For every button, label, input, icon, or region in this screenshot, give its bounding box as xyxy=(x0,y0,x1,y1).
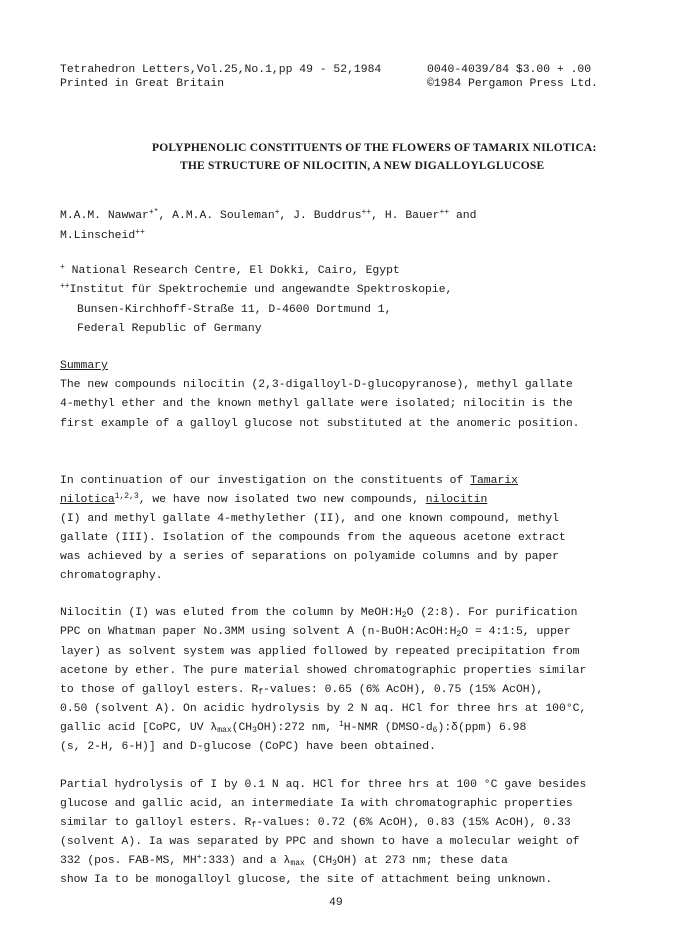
text-run: ):δ(ppm) 6.98 xyxy=(437,722,527,734)
reference-marks: 1,2,3 xyxy=(114,492,139,501)
hydrolysis-line-1: Partial hydrolysis of I by 0.1 N aq. HCl for three hrs at 100 °C gave besides xyxy=(60,779,587,791)
summary-line: 4-methyl ether and the known methyl gallate were isolated; nilocitin is the xyxy=(60,398,573,410)
text-run: PPC on Whatman paper No.3MM using solvent A (n-BuOH:AcOH:H xyxy=(60,626,457,638)
text-run: -values: 0.65 (6% AcOH), 0.75 (15% AcOH), xyxy=(263,684,544,696)
nilocitin-line-7 xyxy=(60,721,526,735)
affiliation-2 xyxy=(60,283,452,297)
superscript: 1 xyxy=(338,720,344,729)
text-run: similar to galloyl esters. R xyxy=(60,817,252,829)
affiliation-mark: ++ xyxy=(60,282,70,291)
authors-line-1 xyxy=(60,209,476,223)
printed-line: Printed in Great Britain xyxy=(60,78,225,90)
intro-line-2 xyxy=(60,493,487,507)
author-name: , A.M.A. Souleman xyxy=(158,210,275,222)
author-name: , H. Bauer xyxy=(371,210,440,222)
author-conjunction: and xyxy=(449,210,477,222)
text-run: gallic acid [CoPC, UV λ xyxy=(60,722,218,734)
nilocitin-line-6: 0.50 (solvent A). On acidic hydrolysis by 2 N aq. HCl for three hrs at 100°C, xyxy=(60,703,587,715)
intro-line: (I) and methyl gallate 4-methylether (II), and one known compound, methyl xyxy=(60,513,559,525)
article-title-line-1: POLYPHENOLIC CONSTITUENTS OF THE FLOWERS OF TAMARIX NILOTICA: xyxy=(152,142,597,154)
intro-line: gallate (III). Isolation of the compounds from the aqueous acetone extract xyxy=(60,532,566,544)
text-run: to those of galloyl esters. R xyxy=(60,684,259,696)
intro-line-1 xyxy=(60,474,518,488)
text-run: O (2:8). For purification xyxy=(406,607,578,619)
author-mark: ++ xyxy=(361,208,372,217)
superscript: + xyxy=(196,853,202,862)
text-run: , we have now isolated two new compounds, xyxy=(138,494,426,506)
subscript: 2 xyxy=(456,630,462,639)
text-run: (CH xyxy=(231,722,253,734)
affiliation-text: Institut für Spektrochemie und angewandte Spektroskopie, xyxy=(69,284,453,296)
nilocitin-line-2 xyxy=(60,625,571,639)
text-run: O = 4:1:5, upper xyxy=(461,626,571,638)
author-mark: ++ xyxy=(135,228,145,237)
subscript: 6 xyxy=(432,726,438,735)
author-mark: +* xyxy=(148,208,159,217)
hydrolysis-line-6: show Ia to be monogalloyl glucose, the site of attachment being unknown. xyxy=(60,874,553,886)
affiliation-text: National Research Centre, El Dokki, Cairo, Egypt xyxy=(64,265,400,277)
text-run: OH):272 nm, xyxy=(256,722,339,734)
subscript: max xyxy=(290,859,305,868)
text-run: -values: 0.72 (6% AcOH), 0.83 (15% AcOH), 0.33 xyxy=(256,817,571,829)
author-name: M.Linscheid xyxy=(60,230,136,242)
text-run: In continuation of our investigation on the constituents of xyxy=(60,475,471,487)
summary-line: first example of a galloyl glucose not substituted at the anomeric position. xyxy=(60,418,580,430)
text-run: OH) at 273 nm; these data xyxy=(336,855,508,867)
text-run: H-NMR (DMSO-d xyxy=(343,722,433,734)
author-mark: + xyxy=(274,208,280,217)
text-run: :333) and a λ xyxy=(201,855,291,867)
affiliation-address: Bunsen-Kirchhoff-Straße 11, D-4600 Dortmund 1, xyxy=(77,304,392,316)
compound-name: nilocitin xyxy=(425,494,488,506)
authors-line-2 xyxy=(60,229,145,243)
affiliation-country: Federal Republic of Germany xyxy=(77,323,262,335)
intro-line: chromatography. xyxy=(60,570,163,582)
subscript: f xyxy=(258,688,264,697)
nilocitin-line-5 xyxy=(60,683,543,697)
publisher-info xyxy=(427,63,598,91)
text-run: 332 (pos. FAB-MS, MH xyxy=(60,855,197,867)
subscript: 3 xyxy=(332,859,337,868)
hydrolysis-line-4: (solvent A). Ia was separated by PPC and shown to have a molecular weight of xyxy=(60,836,580,848)
summary-heading: Summary xyxy=(60,360,108,372)
article-title-line-2: THE STRUCTURE OF NILOCITIN, A NEW DIGALLOYLGLUCOSE xyxy=(180,160,545,172)
intro-line: was achieved by a series of separations on polyamide columns and by paper xyxy=(60,551,559,563)
journal-line: Tetrahedron Letters,Vol.25,No.1,pp 49 - 52,1984 xyxy=(60,64,382,76)
affiliation-1 xyxy=(60,264,400,278)
hydrolysis-line-3 xyxy=(60,816,571,830)
text-run: (CH xyxy=(304,855,333,867)
issn-price: 0040-4039/84 $3.00 + .00 xyxy=(427,64,592,76)
subscript: f xyxy=(251,821,257,830)
nilocitin-line-1 xyxy=(60,606,577,620)
hydrolysis-line-5 xyxy=(60,854,508,868)
subscript: 3 xyxy=(252,726,257,735)
species-name: nilotica xyxy=(60,494,115,506)
nilocitin-line-3: layer) as solvent system was applied followed by repeated precipitation from xyxy=(60,646,580,658)
affiliation-mark: + xyxy=(60,263,65,272)
nilocitin-line-4: acetone by ether. The pure material showed chromatographic properties similar xyxy=(60,665,587,677)
author-name: M.A.M. Nawwar xyxy=(60,210,149,222)
author-mark: ++ xyxy=(439,208,450,217)
page-number: 49 xyxy=(329,897,343,909)
author-name: , J. Buddrus xyxy=(279,210,362,222)
hydrolysis-line-2: glucose and gallic acid, an intermediate Ia with chromatographic properties xyxy=(60,798,573,810)
species-name: Tamarix xyxy=(470,475,518,487)
copyright: ©1984 Pergamon Press Ltd. xyxy=(427,78,598,90)
summary-line: The new compounds nilocitin (2,3-digalloyl-D-glucopyranose), methyl gallate xyxy=(60,379,573,391)
subscript: max xyxy=(217,726,232,735)
text-run: Nilocitin (I) was eluted from the column by MeOH:H xyxy=(60,607,402,619)
nilocitin-line-8: (s, 2-H, 6-H)] and D-glucose (CoPC) have been obtained. xyxy=(60,741,436,753)
subscript: 2 xyxy=(401,611,407,620)
journal-citation xyxy=(60,63,381,91)
